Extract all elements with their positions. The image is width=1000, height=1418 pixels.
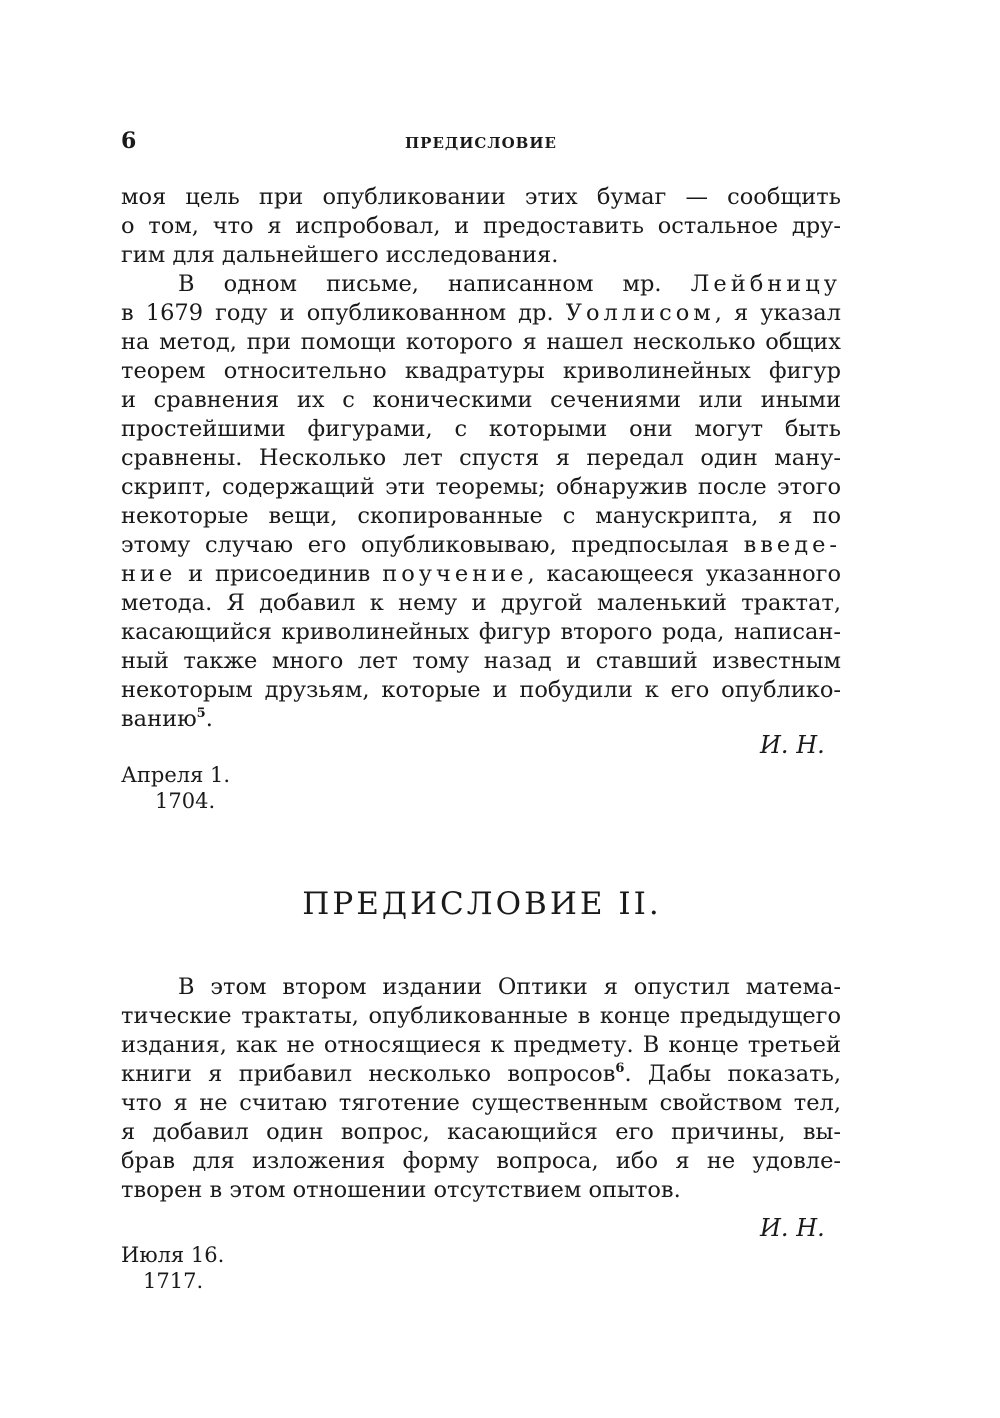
page-number: 6 bbox=[121, 128, 137, 154]
text-line: касающийся криволинейных фигур второго рода, написан- bbox=[121, 619, 841, 645]
section-heading: ПРЕДИСЛОВИЕ II. bbox=[302, 886, 662, 922]
spaced-name: Уоллисом bbox=[565, 300, 715, 326]
preface1-text bbox=[121, 183, 841, 734]
text-line: о том, что я испробовал, и предоставить остальное дру- bbox=[121, 213, 841, 239]
text-line: некоторые вещи, скопированные с манускрипта, я по bbox=[121, 503, 841, 529]
text-line: на метод, при помощи которого я нашел несколько общих bbox=[121, 329, 841, 355]
text-line: В этом втором издании Оптики я опустил матема- bbox=[178, 974, 841, 1000]
text-line bbox=[121, 531, 841, 560]
text-line bbox=[121, 299, 841, 328]
text-span: . bbox=[205, 706, 213, 732]
text-span: и присоединив bbox=[188, 561, 371, 587]
text-span: В одном письме, написанном мр. bbox=[178, 271, 662, 297]
text-span: книги я прибавил несколько вопросов bbox=[121, 1061, 616, 1087]
text-span: . Дабы показать, bbox=[624, 1061, 841, 1087]
text-line: теорем относительно квадратуры криволинейных фигур bbox=[121, 358, 841, 384]
text-line: и сравнения их с коническими сечениями или иными bbox=[121, 387, 841, 413]
text-line: что я не считаю тяготение существенным свойством тел, bbox=[121, 1090, 841, 1116]
preface2-text bbox=[121, 973, 841, 1205]
text-line bbox=[121, 270, 841, 299]
spaced-term: введе- bbox=[743, 532, 841, 558]
text-line: скрипт, содержащий эти теоремы; обнаружив после этого bbox=[121, 474, 841, 500]
text-line bbox=[121, 705, 841, 734]
text-line: сравнены. Несколько лет спустя я передал один ману- bbox=[121, 445, 841, 471]
text-line: моя цель при опубликовании этих бумаг — сообщить bbox=[121, 184, 841, 210]
spaced-term: ние bbox=[121, 561, 177, 587]
text-span: ванию bbox=[121, 706, 197, 732]
date-year: 1717. bbox=[143, 1269, 204, 1293]
text-line: гим для дальнейшего исследования. bbox=[121, 242, 559, 268]
text-line: некоторым друзьям, которые и побудили к его опублико- bbox=[121, 677, 841, 703]
text-line bbox=[121, 1060, 841, 1089]
signature: И. Н. bbox=[760, 1214, 825, 1242]
footnote-ref: 5 bbox=[196, 706, 206, 721]
date-day: Апреля 1. bbox=[121, 763, 231, 787]
text-span: , касающееся указанного bbox=[527, 561, 841, 587]
date-day: Июля 16. bbox=[121, 1243, 225, 1267]
signature: И. Н. bbox=[760, 731, 825, 759]
text-line: творен в этом отношении отсутствием опытов. bbox=[121, 1177, 681, 1203]
text-span: в 1679 году и опубликованном др. bbox=[121, 300, 554, 326]
text-line: издания, как не относящиеся к предмету. В конце третьей bbox=[121, 1032, 841, 1058]
text-line: простейшими фигурами, с которыми они могут быть bbox=[121, 416, 841, 442]
text-line: ный также много лет тому назад и ставший известным bbox=[121, 648, 841, 674]
text-line: тические трактаты, опубликованные в конце предыдущего bbox=[121, 1003, 841, 1029]
text-span: этому случаю его опубликовываю, предпосылая bbox=[121, 532, 729, 558]
text-span: , я указал bbox=[714, 300, 842, 326]
spaced-name: Лейбницу bbox=[690, 271, 841, 297]
text-line: брав для изложения форму вопроса, ибо я не удовле- bbox=[121, 1148, 841, 1174]
date-year: 1704. bbox=[155, 789, 216, 813]
text-line bbox=[121, 560, 841, 589]
footnote-ref: 6 bbox=[615, 1061, 625, 1076]
running-title: ПРЕДИСЛОВИЕ bbox=[405, 134, 557, 152]
spaced-term: поучение bbox=[382, 561, 528, 587]
text-line: я добавил один вопрос, касающийся его причины, вы- bbox=[121, 1119, 841, 1145]
text-line: метода. Я добавил к нему и другой маленький трактат, bbox=[121, 590, 841, 616]
